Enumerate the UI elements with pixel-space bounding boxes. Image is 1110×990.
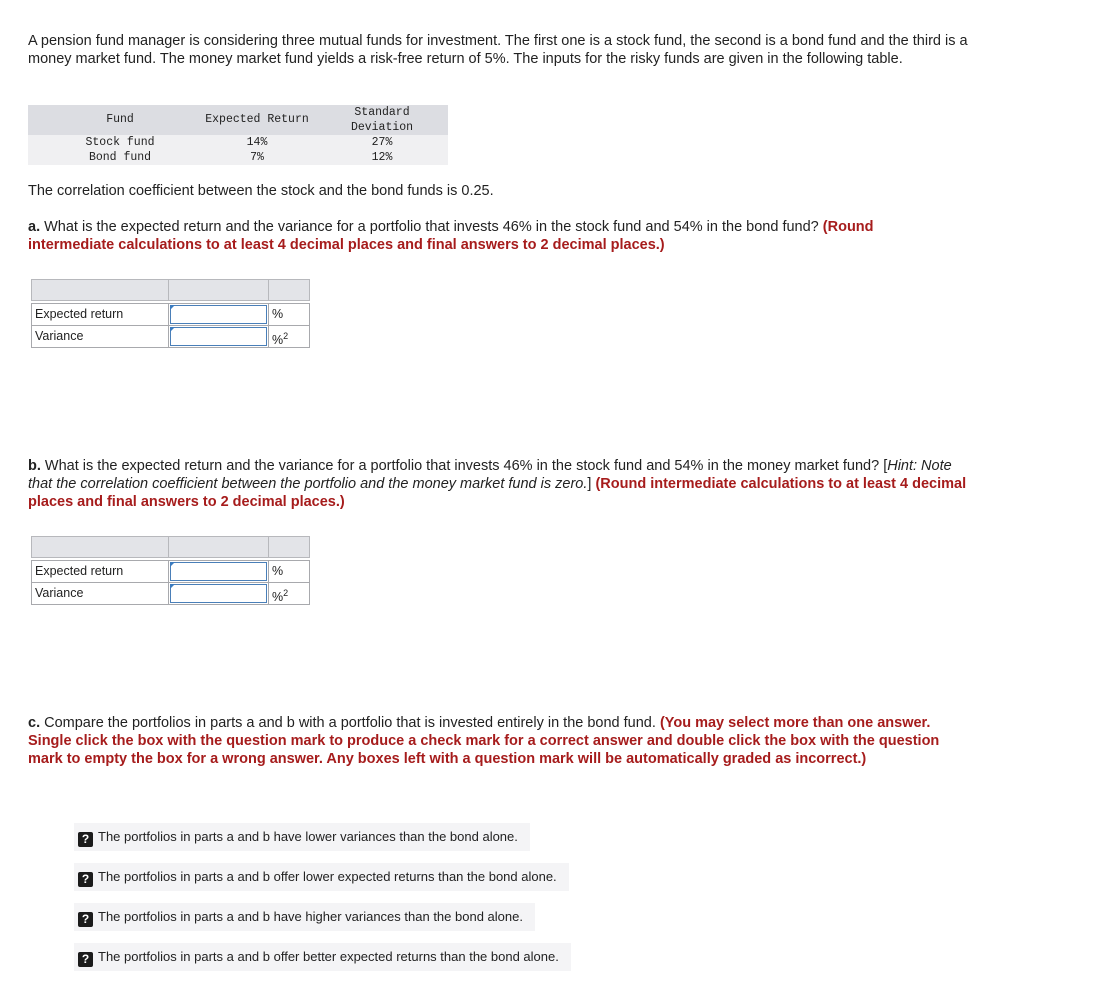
fund-name: Stock fund [85, 136, 155, 149]
part-a-variance-cell [168, 325, 269, 348]
part-a-expected-return-cell [168, 303, 269, 326]
part-a-question [28, 218, 958, 254]
option-text: The portfolios in parts a and b have higher variances than the bond alone. [98, 909, 523, 924]
option-text: The portfolios in parts a and b offer better expected returns than the bond alone. [98, 949, 559, 964]
fund-table-header [28, 105, 448, 135]
header-fund: Fund [106, 113, 134, 126]
unit-percent: % [268, 560, 310, 583]
grid-header-cell [268, 279, 310, 301]
unit-percent-squared [268, 325, 310, 348]
part-b-expected-return-cell [168, 560, 269, 583]
header-sd-line2: Deviation [350, 121, 414, 134]
grid-header-cell [168, 536, 269, 558]
question-mark-checkbox-icon[interactable]: ? [78, 952, 93, 967]
option-text: The portfolios in parts a and b offer lower expected returns than the bond alone. [98, 869, 557, 884]
part-b-variance-input[interactable] [170, 584, 267, 603]
option-row [74, 863, 569, 891]
unit-text: % [272, 590, 284, 605]
question-mark-checkbox-icon[interactable]: ? [78, 872, 93, 887]
row-label-expected-return: Expected return [31, 560, 169, 583]
part-b-question-text: What is the expected return and the variance for a portfolio that invests 46% in the stock fund and 54% in the money market fund? [40, 458, 884, 474]
unit-percent-squared [268, 582, 310, 605]
input-marker-icon [170, 305, 175, 310]
header-sd-line1: Standard [354, 106, 410, 119]
part-c-prefix: c. [28, 715, 41, 731]
intro-text: A pension fund manager is considering three mutual funds for investment. The first one is a stock fund, the second is a bond fund and the third is a money market fund. The money market fund yields a risk-free return of 5%. The inputs for the risky funds are given in the following table. [28, 33, 968, 67]
fund-sd: 12% [371, 151, 393, 164]
option-row [74, 823, 530, 851]
unit-percent: % [268, 303, 310, 326]
part-c-instruction: (You may select more than one answer. Single click the box with the question mark to produce a check mark for a correct answer and double click the box with the question mark to empty the box for a wrong answer. Any boxes left with a question mark will be automatically graded as incorrect.) [28, 715, 940, 767]
question-mark-checkbox-icon[interactable]: ? [78, 912, 93, 927]
input-marker-icon [170, 584, 175, 589]
part-a-instruction: (Round intermediate calculations to at least 4 decimal places and final answers to 2 decimal places.) [28, 219, 874, 253]
question-mark-checkbox-icon[interactable]: ? [78, 832, 93, 847]
grid-header-cell [31, 536, 169, 558]
part-a-variance-input[interactable] [170, 327, 267, 346]
table-row [28, 135, 448, 150]
fund-expected-return: 14% [246, 136, 268, 149]
part-b-expected-return-input[interactable] [170, 562, 267, 581]
part-b-instruction: (Round intermediate calculations to at least 4 decimal places and final answers to 2 decimal places.) [28, 476, 967, 510]
fund-expected-return: 7% [250, 151, 264, 164]
row-label-expected-return: Expected return [31, 303, 169, 326]
hint-close: ] [587, 476, 596, 492]
input-marker-icon [170, 327, 175, 332]
unit-exponent: 2 [283, 331, 289, 341]
grid-header-cell [268, 536, 310, 558]
unit-text: % [272, 333, 284, 348]
correlation-text: The correlation coefficient between the stock and the bond funds is 0.25. [28, 183, 494, 199]
part-a-prefix: a. [28, 219, 41, 235]
part-b-prefix: b. [28, 458, 41, 474]
part-a-question-text: What is the expected return and the variance for a portfolio that invests 46% in the stock fund and 54% in the bond fund? [40, 219, 823, 235]
part-c-question [28, 714, 958, 768]
row-label-variance: Variance [31, 582, 169, 605]
input-marker-icon [170, 562, 175, 567]
row-label-variance: Variance [31, 325, 169, 348]
fund-name: Bond fund [88, 151, 152, 164]
part-b-question [28, 457, 978, 511]
option-row [74, 903, 535, 931]
grid-header-cell [168, 279, 269, 301]
hint-open: [ [883, 458, 888, 474]
option-row [74, 943, 571, 971]
part-b-variance-cell [168, 582, 269, 605]
header-expected-return: Expected Return [205, 113, 309, 126]
table-row [28, 150, 448, 165]
fund-table [28, 105, 448, 165]
part-a-expected-return-input[interactable] [170, 305, 267, 324]
grid-header-cell [31, 279, 169, 301]
option-text: The portfolios in parts a and b have lower variances than the bond alone. [98, 829, 518, 844]
part-b-hint: Hint: Note that the correlation coefficient between the portfolio and the money market fund is zero. [28, 458, 952, 492]
unit-exponent: 2 [283, 588, 289, 598]
fund-sd: 27% [371, 136, 393, 149]
part-c-question-text: Compare the portfolios in parts a and b with a portfolio that is invested entirely in the bond fund. [40, 715, 660, 731]
